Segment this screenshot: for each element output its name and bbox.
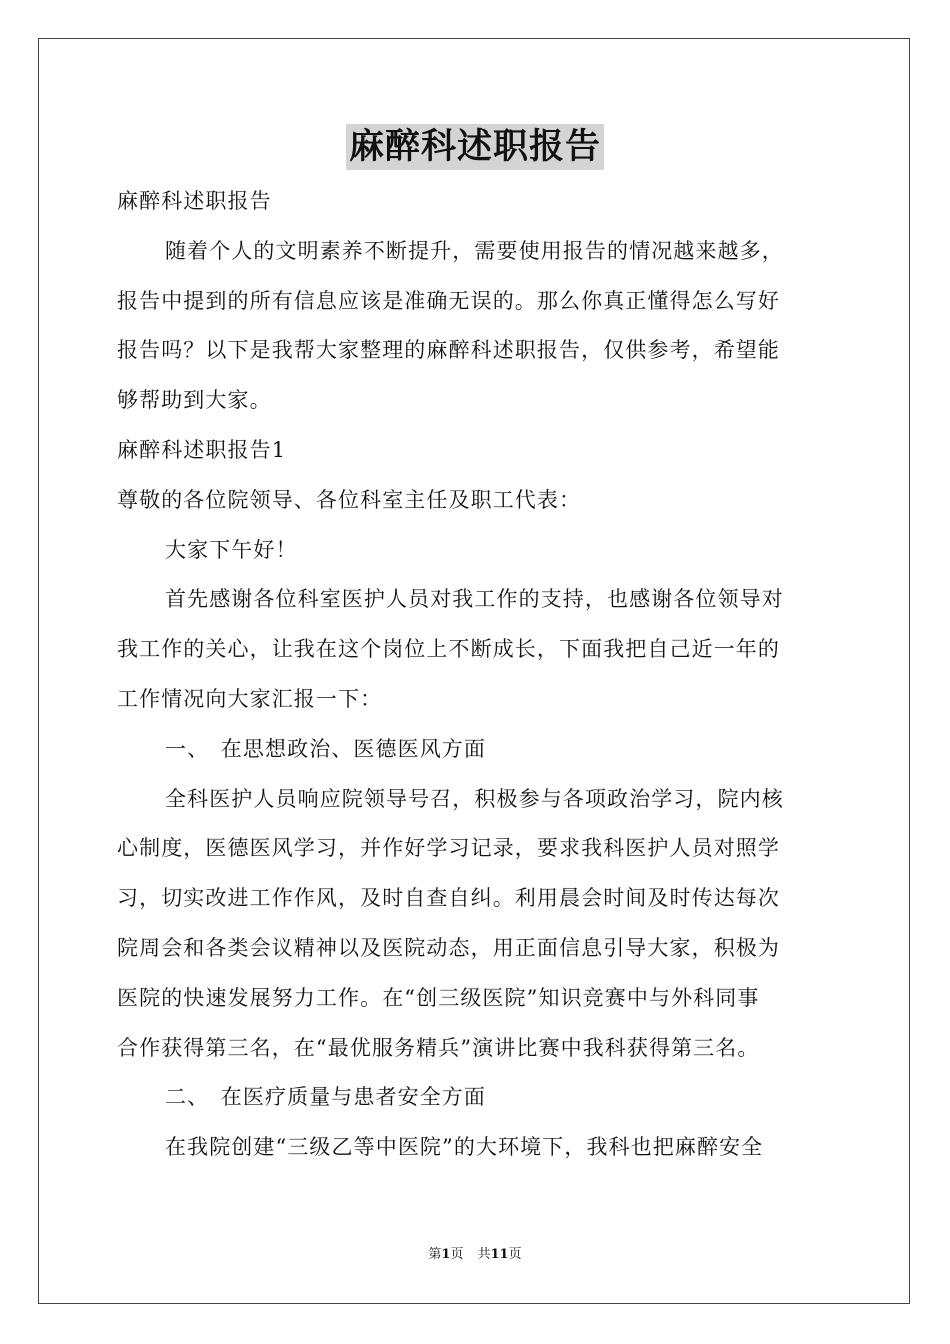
page-suffix: 页 xyxy=(450,1247,464,1262)
total-prefix: 共 xyxy=(477,1247,491,1262)
total-suffix: 页 xyxy=(508,1247,522,1262)
text-line: 大家下午好！ xyxy=(165,537,298,562)
text-line: 心制度，医德医风学习，并作好学习记录，要求我科医护人员对照学 xyxy=(117,836,780,861)
text-line: 在我院创建“三级乙等中医院”的大环境下，我科也把麻醉安全 xyxy=(165,1135,764,1160)
page-footer xyxy=(0,1246,950,1264)
text-line: 工作情况向大家汇报一下： xyxy=(117,686,383,711)
text-line: 麻醉科述职报告 xyxy=(117,189,272,213)
text-line: 够帮助到大家。 xyxy=(117,388,272,413)
text-line: 合作获得第三名，在“最优服务精兵”演讲比赛中我科获得第三名。 xyxy=(117,1035,760,1060)
text-line: 二、 在医疗质量与患者安全方面 xyxy=(165,1085,486,1110)
text-line: 尊敬的各位院领导、各位科室主任及职工代表： xyxy=(117,487,582,512)
text-line: 一、 在思想政治、医德医风方面 xyxy=(165,736,486,761)
text-line: 我工作的关心，让我在这个岗位上不断成长，下面我把自己近一年的 xyxy=(117,637,780,662)
text-line: 全科医护人员响应院领导号召，积极参与各项政治学习，院内核 xyxy=(165,786,784,811)
text-line: 随着个人的文明素养不断提升，需要使用报告的情况越来越多， xyxy=(165,238,784,263)
text-line: 医院的快速发展努力工作。在“创三级医院”知识竞赛中与外科同事 xyxy=(117,985,760,1010)
text-line: 报告吗？以下是我帮大家整理的麻醉科述职报告，仅供参考，希望能 xyxy=(117,338,780,363)
text-line: 麻醉科述职报告1 xyxy=(117,437,287,462)
page-number: 1 xyxy=(441,1247,451,1262)
text-line: 习，切实改进工作作风，及时自查自纠。利用晨会时间及时传达每次 xyxy=(117,886,780,911)
total-pages: 11 xyxy=(490,1247,509,1262)
text-line: 院周会和各类会议精神以及医院动态，用正面信息引导大家，积极为 xyxy=(117,935,780,960)
document-title: 麻醉科述职报告 xyxy=(346,124,604,170)
text-line: 首先感谢各位科室医护人员对我工作的支持，也感谢各位领导对 xyxy=(165,587,784,612)
page-prefix: 第 xyxy=(428,1247,442,1262)
document-body xyxy=(117,177,835,1173)
title-container xyxy=(0,124,950,170)
text-line: 报告中提到的所有信息应该是准确无误的。那么你真正懂得怎么写好 xyxy=(117,288,780,313)
